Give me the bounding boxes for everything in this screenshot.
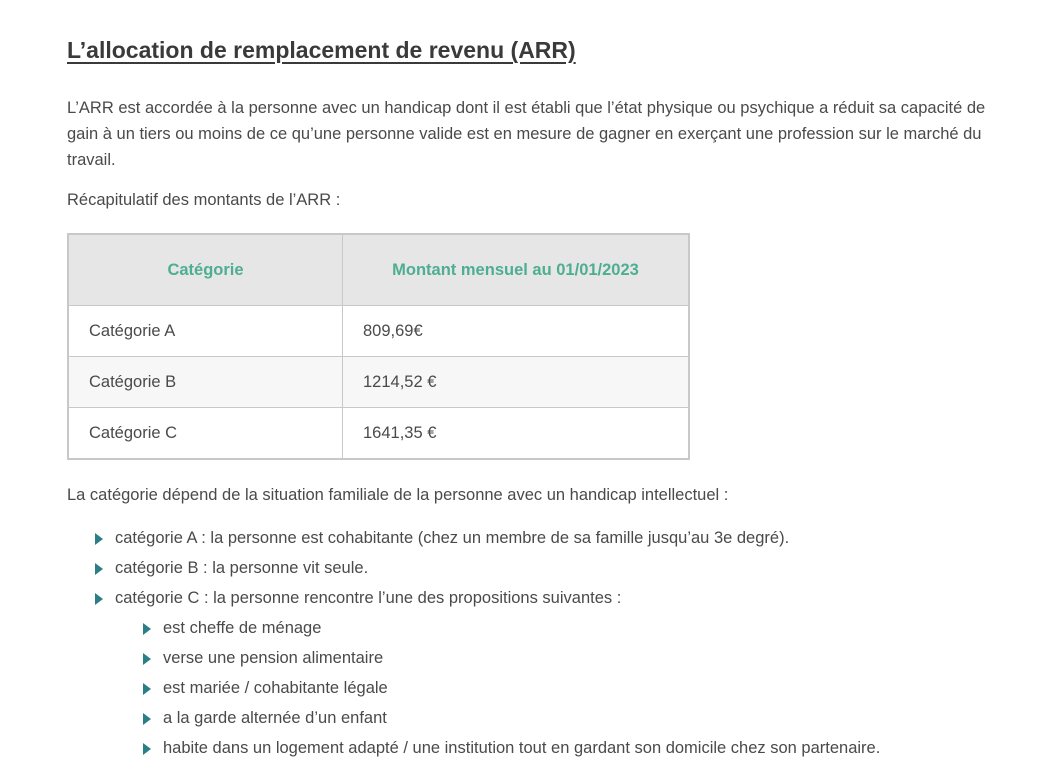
list-item-text: verse une pension alimentaire (163, 649, 384, 667)
list-item-text: est cheffe de ménage (163, 619, 322, 637)
list-item (143, 643, 987, 673)
table-cell-amount: 1214,52 € (343, 357, 690, 408)
triangle-right-bullet-icon (143, 743, 151, 755)
table-cell-category: Catégorie B (68, 357, 343, 408)
category-list (67, 523, 987, 763)
table-row (68, 306, 689, 357)
category-c-conditions-list (115, 613, 987, 763)
triangle-right-bullet-icon (143, 623, 151, 635)
intro-paragraph: L’ARR est accordée à la personne avec un handicap dont il est établi que l’état physique ou psychique a réduit sa capacité de gain à un tiers ou moins de ce qu’une personne valide est en mesure de gagner en exerçant une profession sur le marché du travail. (67, 99, 986, 169)
list-item-text: est mariée / cohabitante légale (163, 679, 388, 697)
triangle-right-bullet-icon (143, 713, 151, 725)
list-item (143, 613, 987, 643)
triangle-right-bullet-icon (143, 653, 151, 665)
table-cell-amount: 1641,35 € (343, 408, 690, 460)
amounts-table (67, 233, 690, 460)
page-title: L’allocation de remplacement de revenu (ARR) (67, 37, 576, 63)
table-cell-amount: 809,69€ (343, 306, 690, 357)
list-item (143, 703, 987, 733)
triangle-right-bullet-icon (95, 563, 103, 575)
list-item (95, 523, 987, 553)
list-item (143, 733, 987, 763)
list-item-text: catégorie A : la personne est cohabitante (chez un membre de sa famille jusqu’au 3e degré). (115, 529, 790, 547)
list-item-text: catégorie B : la personne vit seule. (115, 559, 369, 577)
table-row (68, 408, 689, 460)
table-cell-category: Catégorie A (68, 306, 343, 357)
list-item (95, 553, 987, 583)
list-item-text: a la garde alternée d’un enfant (163, 709, 387, 727)
article-content (67, 30, 987, 763)
list-item-text: habite dans un logement adapté / une institution tout en gardant son domicile chez son partenaire. (163, 739, 881, 757)
list-item-text: catégorie C : la personne rencontre l’une des propositions suivantes : (115, 589, 622, 607)
table-header-amount: Montant mensuel au 01/01/2023 (343, 234, 690, 306)
triangle-right-bullet-icon (95, 593, 103, 605)
summary-label: Récapitulatif des montants de l’ARR : (67, 191, 341, 209)
table-cell-category: Catégorie C (68, 408, 343, 460)
triangle-right-bullet-icon (143, 683, 151, 695)
list-item (143, 673, 987, 703)
table-header-category: Catégorie (68, 234, 343, 306)
list-item (95, 583, 987, 763)
triangle-right-bullet-icon (95, 533, 103, 545)
depends-paragraph: La catégorie dépend de la situation familiale de la personne avec un handicap intellectuel : (67, 486, 729, 504)
table-header-row (68, 234, 689, 306)
table-row (68, 357, 689, 408)
